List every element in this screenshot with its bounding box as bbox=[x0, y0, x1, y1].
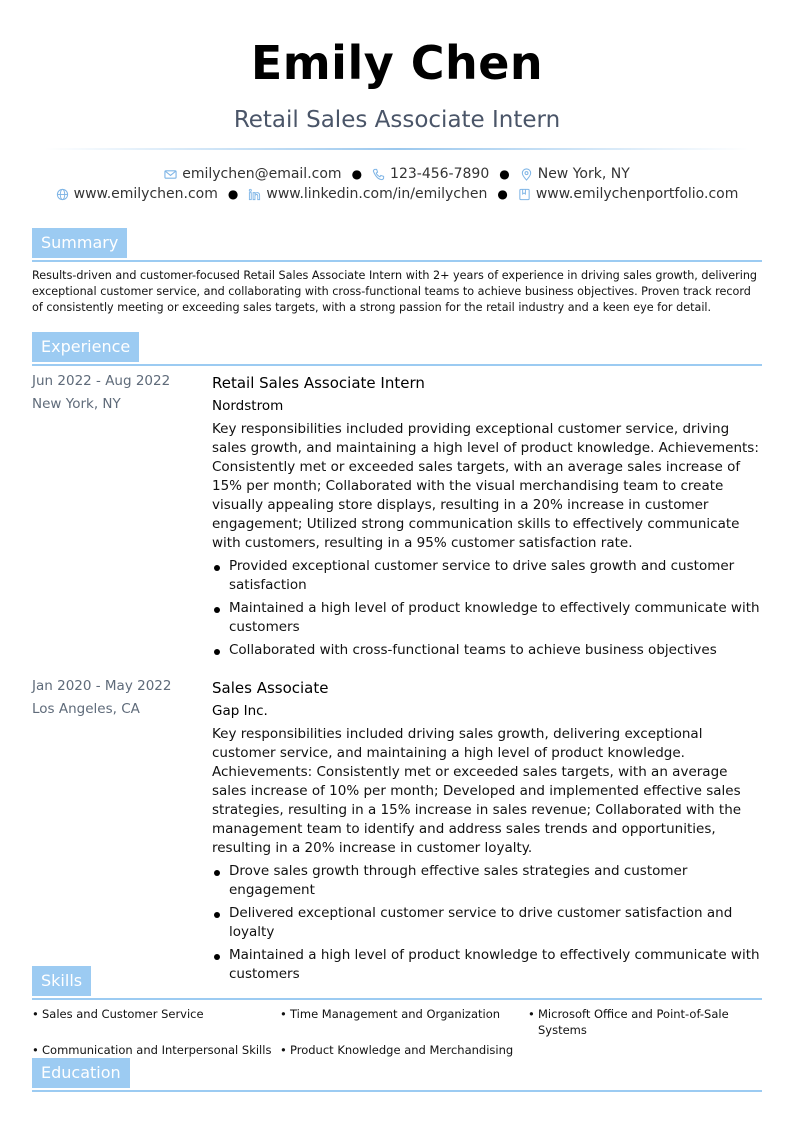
list-item: Maintained a high level of product knowledge to effectively communicate with customers bbox=[212, 599, 764, 637]
separator-dot: ● bbox=[351, 167, 363, 181]
education-heading: Education bbox=[32, 1058, 130, 1088]
job-dates: Jan 2020 - May 2022 bbox=[32, 678, 172, 694]
job-role: Retail Sales Associate Intern bbox=[212, 374, 425, 392]
job-bullets bbox=[212, 557, 764, 660]
skills-heading: Skills bbox=[32, 966, 91, 996]
skill-item: • Sales and Customer Service bbox=[32, 1006, 280, 1038]
list-item: Delivered exceptional customer service to drive customer satisfaction and loyalty bbox=[212, 904, 764, 942]
list-item: Provided exceptional customer service to drive sales growth and customer satisfaction bbox=[212, 557, 764, 595]
separator-dot: ● bbox=[499, 167, 510, 181]
section-rule bbox=[32, 364, 762, 366]
candidate-name: Emily Chen bbox=[250, 36, 544, 90]
contact-row-secondary bbox=[0, 186, 794, 202]
contact-phone[interactable] bbox=[372, 166, 489, 182]
phone-text: 123-456-7890 bbox=[390, 166, 490, 182]
experience-heading: Experience bbox=[32, 332, 139, 362]
linkedin-icon bbox=[248, 188, 261, 201]
phone-icon bbox=[372, 168, 385, 181]
linkedin-text: www.linkedin.com/in/emilychen bbox=[266, 186, 488, 202]
contact-linkedin[interactable] bbox=[248, 186, 487, 202]
list-item: Maintained a high level of product knowledge to effectively communicate with customers bbox=[212, 946, 764, 984]
skills-list bbox=[32, 1006, 762, 1058]
skill-item: • Time Management and Organization bbox=[280, 1006, 528, 1038]
section-rule bbox=[32, 998, 762, 1000]
skills-section-header bbox=[32, 966, 762, 1000]
header-divider bbox=[45, 148, 749, 150]
job-location: New York, NY bbox=[32, 396, 121, 412]
job-location: Los Angeles, CA bbox=[32, 701, 140, 717]
list-item: Drove sales growth through effective sales strategies and customer engagement bbox=[212, 862, 764, 900]
job-company: Nordstrom bbox=[212, 398, 284, 414]
summary-section-header bbox=[32, 228, 762, 262]
bookmark-icon bbox=[518, 188, 531, 201]
portfolio-text: www.emilychenportfolio.com bbox=[535, 186, 739, 202]
section-rule bbox=[32, 260, 762, 262]
location-text: New York, NY bbox=[537, 166, 630, 182]
globe-icon bbox=[56, 188, 69, 201]
contact-row-primary bbox=[0, 166, 794, 182]
contact-email[interactable] bbox=[164, 166, 341, 182]
separator-dot: ● bbox=[497, 187, 508, 201]
contact-website[interactable] bbox=[56, 186, 218, 202]
education-section-header bbox=[32, 1058, 762, 1092]
mail-icon bbox=[164, 168, 177, 181]
summary-text: Results-driven and customer-focused Retail Sales Associate Intern with 2+ years of experience in driving sales growth, delivering exceptional customer service, and collaborating with cross-functional teams to achieve business objectives. Proven track record of consistently meeting or exceeding sales targets, with a strong passion for the retail industry and a keen eye for detail. bbox=[32, 269, 758, 314]
location-pin-icon bbox=[520, 168, 533, 181]
contact-portfolio[interactable] bbox=[518, 186, 739, 202]
job-description: Key responsibilities included driving sales growth, delivering exceptional customer service, and maintaining a high level of product knowledge. Achievements: Consistently met or exceeded sales targets, with an average sales increase of 10% per month; Developed and implemented effective sales strategies, resulting in a 15% increase in sales revenue; Collaborated with the management team to identify and address sales trends and opportunities, resulting in a 20% increase in customer loyalty. bbox=[212, 726, 742, 856]
job-body bbox=[212, 373, 764, 664]
candidate-title: Retail Sales Associate Intern bbox=[233, 107, 561, 133]
email-text: emilychen@email.com bbox=[182, 166, 342, 182]
website-text: www.emilychen.com bbox=[73, 186, 218, 202]
summary-heading: Summary bbox=[32, 228, 127, 258]
section-rule bbox=[32, 1090, 762, 1092]
job-body bbox=[212, 678, 764, 988]
separator-dot: ● bbox=[227, 187, 239, 201]
skill-item: • Product Knowledge and Merchandising bbox=[280, 1042, 528, 1058]
contact-location bbox=[520, 166, 630, 182]
job-role: Sales Associate bbox=[212, 679, 329, 697]
experience-section-header bbox=[32, 332, 762, 366]
skill-item: • Microsoft Office and Point-of-Sale Systems bbox=[528, 1006, 762, 1038]
skill-item: • Communication and Interpersonal Skills bbox=[32, 1042, 280, 1058]
job-description: Key responsibilities included providing exceptional customer service, driving sales growth, and maintaining a high level of product knowledge. Achievements: Consistently met or exceeded sales targets, with an average sales increase of 15% per month; Collaborated with the visual merchandising team to create visually appealing store displays, resulting in a 20% increase in customer engagement; Utilized strong communication skills to effectively communicate with customers, resulting in a 95% customer satisfaction rate. bbox=[212, 421, 759, 551]
job-company: Gap Inc. bbox=[212, 703, 268, 719]
list-item: Collaborated with cross-functional teams to achieve business objectives bbox=[212, 641, 764, 660]
job-dates: Jun 2022 - Aug 2022 bbox=[32, 373, 171, 389]
